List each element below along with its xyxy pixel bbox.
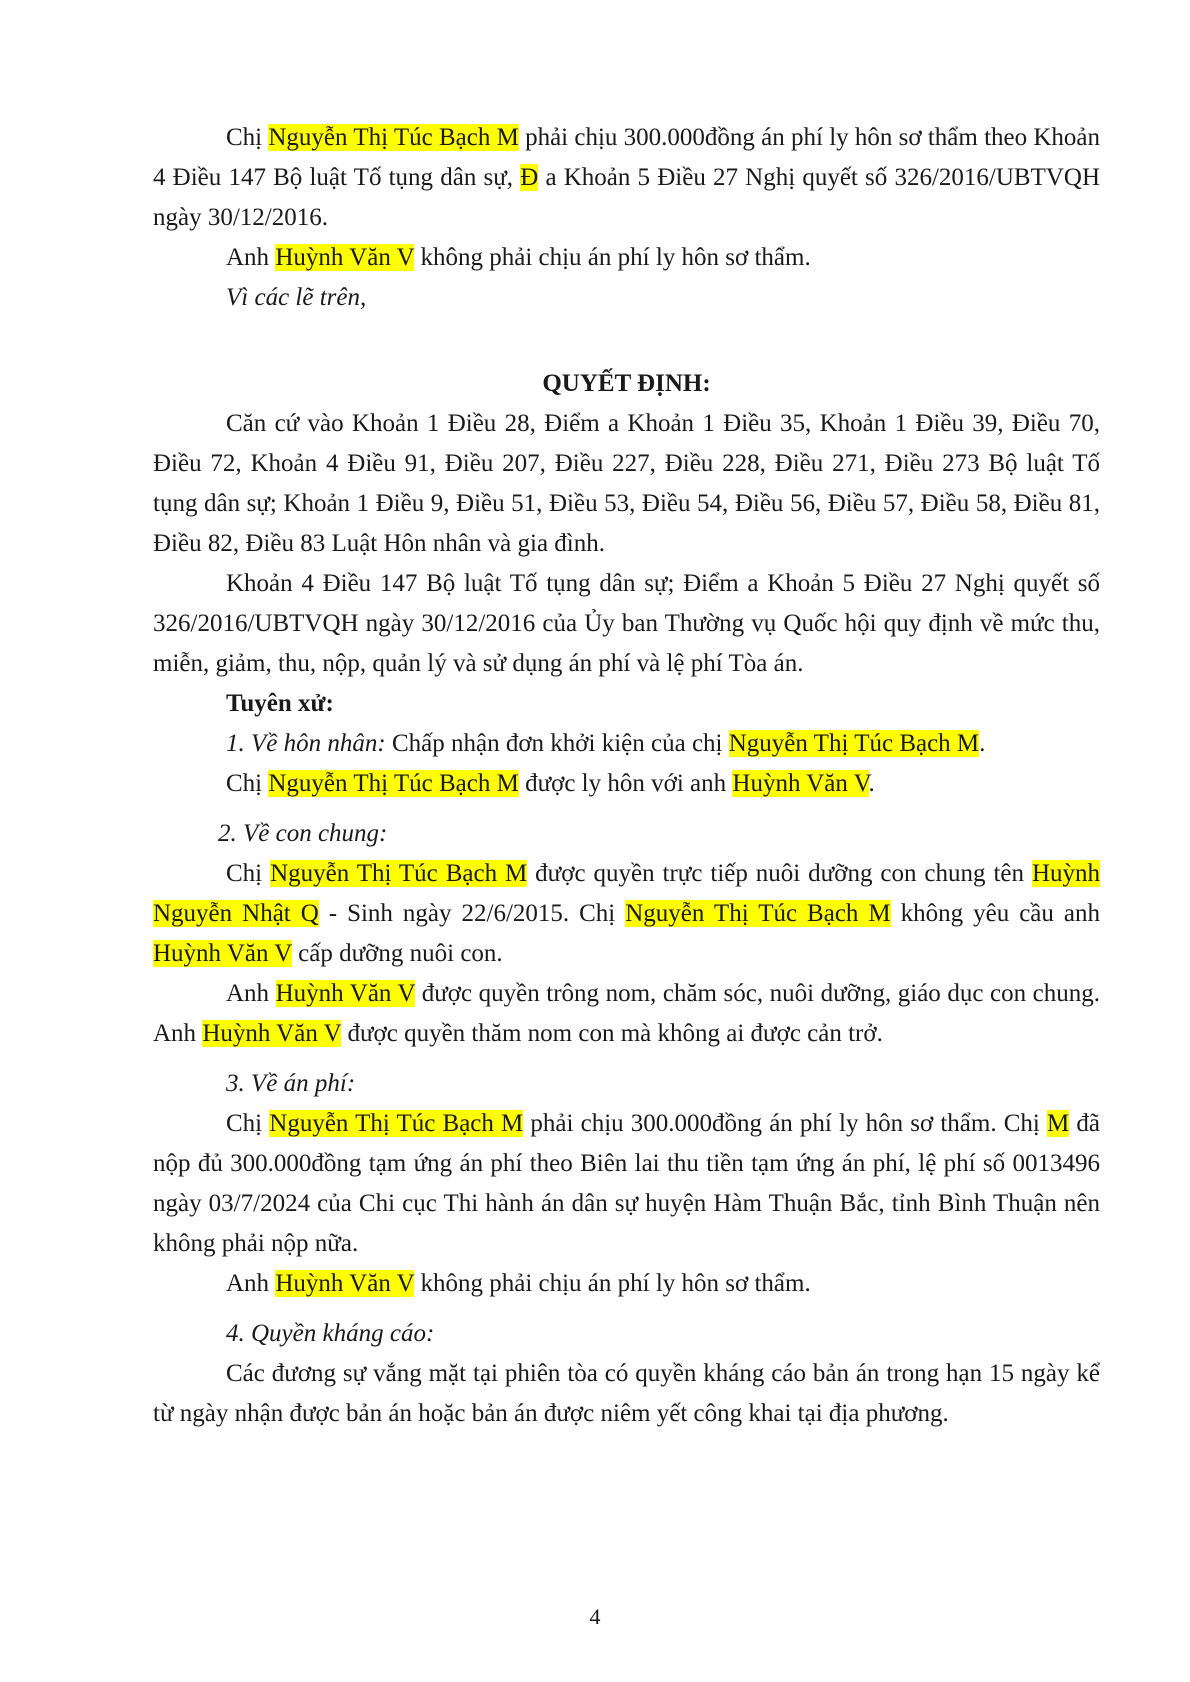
text: Chị bbox=[226, 124, 269, 151]
reason-line: Vì các lẽ trên, bbox=[226, 284, 367, 311]
highlighted-name: Huỳnh Văn V bbox=[275, 980, 416, 1007]
text: Anh bbox=[226, 1270, 276, 1297]
section-heading: 1. Về hôn nhân: bbox=[226, 730, 386, 757]
text: được ly hôn với anh bbox=[518, 770, 733, 797]
page-number: 4 bbox=[589, 1604, 601, 1629]
highlighted-name: Nguyễn Thị Túc Bạch M bbox=[268, 770, 519, 797]
highlighted-name: Nguyễn Thị Túc Bạch M bbox=[268, 124, 519, 151]
court-fee-exemption-paragraph bbox=[153, 1264, 1100, 1304]
text: a Khoản 5 Điều 27 Nghị quyết số 326/2016/UBTVQH ngày 30/12/2016. bbox=[153, 164, 1101, 231]
highlighted-name: Nguyễn Thị Túc Bạch M bbox=[625, 900, 891, 927]
highlighted-name: Nguyễn Thị Túc Bạch M bbox=[269, 1110, 524, 1137]
text: không phải chịu án phí ly hôn sơ thẩm. bbox=[414, 244, 811, 271]
text: Chị bbox=[226, 770, 269, 797]
text: - Sinh ngày 22/6/2015. Chị bbox=[318, 900, 626, 927]
highlighted-name: Huỳnh Văn V bbox=[732, 770, 869, 797]
highlighted-name: Nguyễn Thị Túc Bạch M bbox=[270, 860, 528, 887]
custody-paragraph bbox=[153, 854, 1100, 974]
highlighted-name: Huỳnh Văn V bbox=[275, 244, 415, 271]
text: Chị bbox=[226, 860, 271, 887]
legal-basis-fee-paragraph: Khoản 4 Điều 147 Bộ luật Tố tụng dân sự; Điểm a Khoản 5 Điều 27 Nghị quyết số 326/2016/UBTVQH ngày 30/12/2016 của Ủy ban Thường vụ Quốc hội quy định về mức thu, miễn, giảm, thu, nộp, quản lý và sử dụng án phí và lệ phí Tòa án. bbox=[153, 570, 1100, 677]
highlighted-name: Huỳnh Văn V bbox=[202, 1020, 342, 1047]
text: Chấp nhận đơn khởi kiện của chị bbox=[385, 730, 729, 757]
text: được quyền thăm nom con mà không ai được cản trở. bbox=[341, 1020, 883, 1047]
text: Chị bbox=[226, 1110, 270, 1137]
visitation-paragraph bbox=[153, 974, 1100, 1054]
text: không phải chịu án phí ly hôn sơ thẩm. bbox=[414, 1270, 811, 1297]
appeal-paragraph: Các đương sự vắng mặt tại phiên tòa có quyền kháng cáo bản án trong hạn 15 ngày kể từ ngày nhận được bản án hoặc bản án được niêm yết công khai tại địa phương. bbox=[153, 1360, 1100, 1427]
highlighted-name: Huỳnh Văn V bbox=[153, 940, 292, 967]
decision-title: QUYẾT ĐỊNH: bbox=[542, 370, 711, 397]
text: cấp dưỡng nuôi con. bbox=[291, 940, 503, 967]
text: . bbox=[868, 770, 875, 797]
divorce-paragraph bbox=[153, 764, 1100, 804]
verdict-heading: Tuyên xử: bbox=[226, 690, 334, 717]
appeal-heading: 4. Quyền kháng cáo: bbox=[226, 1320, 435, 1347]
text: phải chịu 300.000đồng án phí ly hôn sơ thẩm. Chị bbox=[523, 1110, 1047, 1137]
text: được quyền trực tiếp nuôi dưỡng con chung tên bbox=[527, 860, 1032, 887]
text: . bbox=[979, 730, 986, 757]
text: phải chịu 300.000đồng án phí ly hôn sơ thẩm theo Khoản 4 Điều 147 Bộ luật Tố tụng dân sự, bbox=[153, 124, 1101, 191]
legal-basis-paragraph: Căn cứ vào Khoản 1 Điều 28, Điểm a Khoản 1 Điều 35, Khoản 1 Điều 39, Điều 70, Điều 72, Khoản 4 Điều 91, Điều 207, Điều 227, Điều 228, Điều 271, Điều 273 Bộ luật Tố tụng dân sự; Khoản 1 Điều 9, Điều 51, Điều 53, Điều 54, Điều 56, Điều 57, Điều 58, Điều 81, Điều 82, Điều 83 Luật Hôn nhân và gia đình. bbox=[153, 410, 1100, 557]
text: không yêu cầu anh bbox=[890, 900, 1100, 927]
text: Anh bbox=[226, 980, 276, 1007]
marriage-section bbox=[153, 724, 1100, 764]
document-body bbox=[153, 118, 1100, 1434]
highlighted-letter: Đ bbox=[520, 164, 539, 191]
court-fee-heading: 3. Về án phí: bbox=[226, 1070, 356, 1097]
fee-exemption-paragraph bbox=[153, 238, 1100, 278]
fee-paragraph bbox=[153, 118, 1100, 238]
court-fee-paragraph bbox=[153, 1104, 1100, 1264]
children-heading: 2. Về con chung: bbox=[218, 820, 388, 847]
text: được quyền trông nom, chăm sóc, nuôi dưỡng, giáo dục con chung. Anh bbox=[153, 980, 1100, 1047]
highlighted-name: Nguyễn Thị Túc Bạch M bbox=[728, 730, 980, 757]
text: đã nộp đủ 300.000đồng tạm ứng án phí theo Biên lai thu tiền tạm ứng án phí, lệ phí số 0013496 ngày 03/7/2024 của Chi cục Thi hành án dân sự huyện Hàm Thuận Bắc, tỉnh Bình Thuận nên không phải nộp nữa. bbox=[153, 1110, 1100, 1257]
text: Anh bbox=[226, 244, 276, 271]
highlighted-name: Huỳnh Văn V bbox=[275, 1270, 415, 1297]
highlighted-name: Huỳnh Nguyễn Nhật Q bbox=[153, 860, 1100, 927]
highlighted-name: M bbox=[1047, 1110, 1070, 1137]
